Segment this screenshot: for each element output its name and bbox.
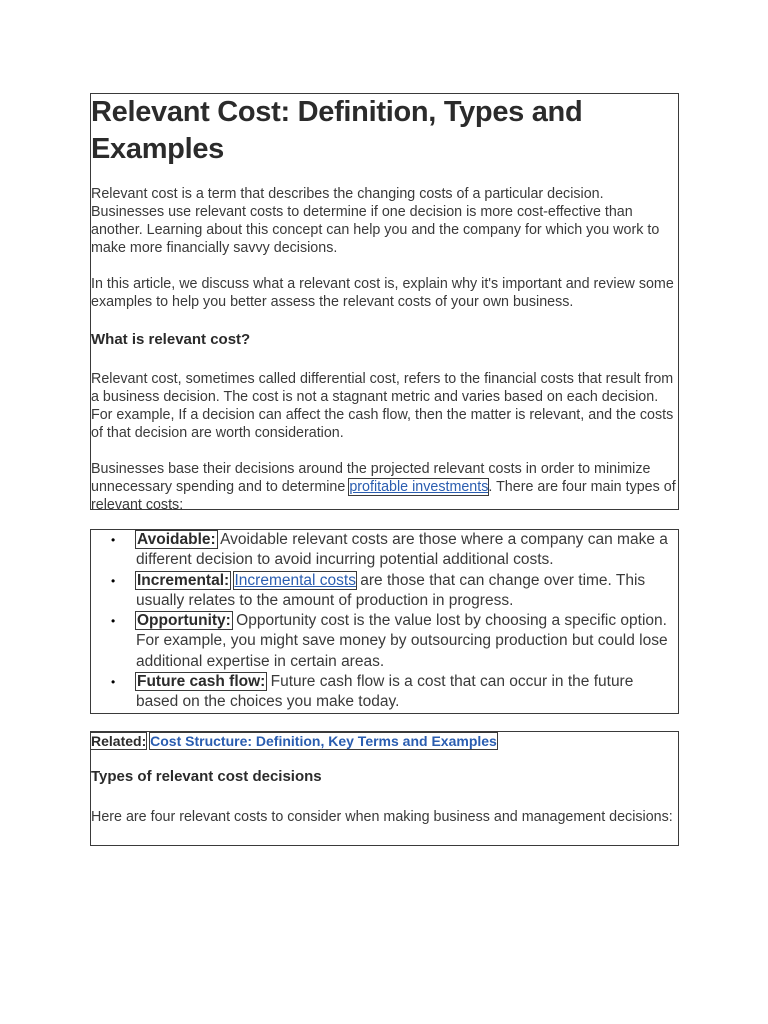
related-and-decisions-block	[90, 731, 679, 846]
section-heading-what-is: What is relevant cost?	[91, 331, 251, 348]
future-cash-flow-text: Future cash flow is a cost that can occur in the future based on the choices you make today.	[136, 673, 634, 711]
decisions-paragraph: Here are four relevant costs to consider when making business and management decisions:	[91, 809, 673, 825]
section-1-paragraph-2	[91, 460, 678, 514]
related-label: Related:	[91, 733, 147, 749]
incremental-label: Incremental:	[137, 571, 230, 589]
page-title: Relevant Cost: Definition, Types and Examples	[91, 96, 583, 165]
list-item-future-cash-flow	[91, 672, 678, 713]
section-1-paragraph-1: Relevant cost, sometimes called differential cost, refers to the financial costs that result from a business decision. The cost is not a stagnant metric and varies based on each decision. For example, If a decision can affect the cash flow, then the matter is relevant, and the costs of that decision are worth consideration.	[91, 371, 674, 441]
bullet-icon: •	[111, 573, 116, 588]
list-item-incremental	[91, 571, 678, 612]
relevant-cost-types-list-block	[90, 529, 679, 714]
section-1-p2-text-after: . There are four main types of relevant costs:	[91, 479, 676, 513]
bullet-icon: •	[111, 533, 116, 547]
section-heading-decisions: Types of relevant cost decisions	[91, 768, 322, 785]
opportunity-label: Opportunity:	[137, 612, 231, 630]
profitable-investments-link[interactable]: profitable investments	[349, 479, 489, 495]
incremental-costs-link[interactable]: Incremental costs	[234, 571, 356, 589]
article-intro-block	[90, 93, 679, 513]
list-item-avoidable	[91, 530, 678, 571]
intro-paragraph-1: Relevant cost is a term that describes the changing costs of a particular decision. Businesses use relevant costs to determine if one decision is more cost-effective than another. Learning about this concept can help you and the company for which you work to make more financially savvy decisions.	[91, 186, 660, 256]
future-cash-flow-label: Future cash flow:	[137, 673, 266, 691]
section-1-p2-text-before: Businesses base their decisions around the projected relevant costs in order to minimize unnecessary spending and to determine	[91, 461, 651, 495]
related-line	[91, 732, 678, 750]
bullet-icon: •	[111, 614, 116, 629]
intro-paragraph-2: In this article, we discuss what a relevant cost is, explain why it's important and review some examples to help you better assess the relevant costs of your own business.	[91, 276, 674, 310]
avoidable-label: Avoidable:	[137, 531, 216, 548]
relevant-cost-types-list	[91, 530, 678, 713]
cost-structure-related-link[interactable]: Cost Structure: Definition, Key Terms and Examples	[150, 733, 497, 749]
avoidable-text: Avoidable relevant costs are those where a company can make a different decision to avoid incurring potential additional costs.	[136, 531, 668, 569]
opportunity-text: Opportunity cost is the value lost by choosing a specific option. For example, you might save money by outsourcing production but could lose additional expertise in certain areas.	[136, 612, 668, 670]
list-item-opportunity	[91, 611, 678, 672]
incremental-text: are those that can change over time. This usually relates to the amount of production in progress.	[136, 571, 646, 609]
bullet-icon: •	[111, 675, 116, 690]
